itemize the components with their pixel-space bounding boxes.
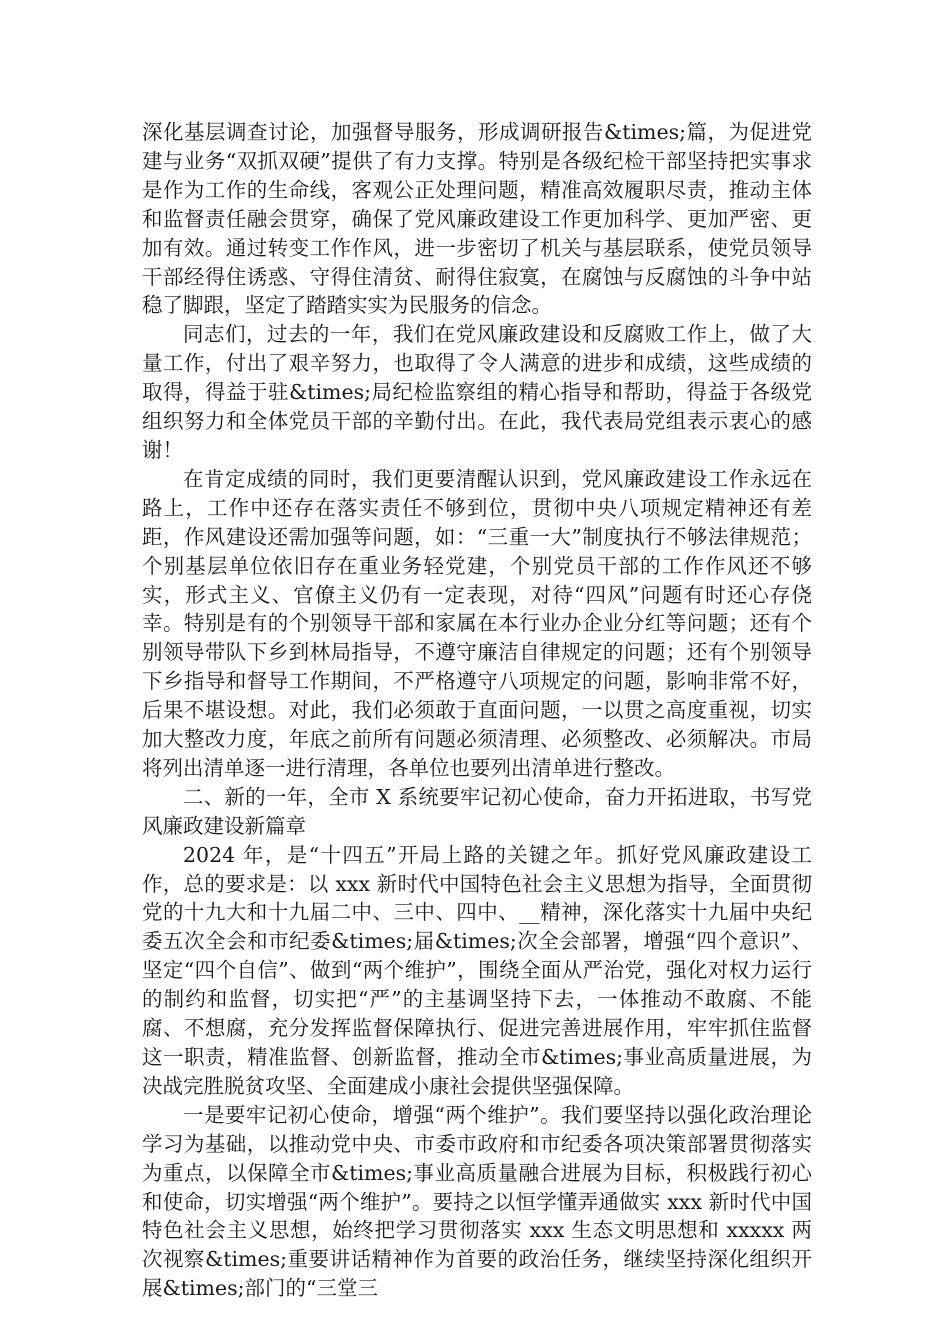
section-heading: 二、新的一年，全市 X 系统要牢记初心使命，奋力开拓进取，书写党风廉政建设新篇章 [142, 784, 812, 838]
paragraph-continuation: 深化基层调查讨论，加强督导服务，形成调研报告&times;篇，为促进党建与业务“双抓双硬”提供了有力支撑。特别是各级纪检干部坚持把实事求是作为工作的生命线，客观公正处理问题，精准高效履职尽责，推动主体和监督责任融会贯穿，确保了党风廉政建设工作更加科学、更加严密、更加有效。通过转变工作作风，进一步密切了机关与基层联系，使党员领导干部经得住诱惑、守得住清贫、耐得住寂寞，在腐蚀与反腐蚀的斗争中站稳了脚跟，坚定了踏踏实实为民服务的信念。 [142, 120, 812, 318]
paragraph-requirements: 2024 年，是“十四五”开局上路的关键之年。抓好党风廉政建设工作，总的要求是：以 xxx 新时代中国特色社会主义思想为指导，全面贯彻党的十九大和十九届二中、三中、四中、__精神，深化落实十九届中央纪委五次全会和市纪委&times;届&times;次全会部署，增强“四个意识”、坚定“四个自信”、做到“两个维护”，围绕全面从严治党，强化对权力运行的制约和监督，切实把“严”的主基调坚持下去，一体推动不敢腐、不能腐、不想腐，充分发挥监督保障执行、促进完善进展作用，牢牢抓住监督这一职责，精准监督、创新监督，推动全市&times;事业高质量进展，为决战完胜脱贫攻坚、全面建成小康社会提供坚强保障。 [142, 842, 812, 1098]
paragraph-point-one: 一是要牢记初心使命，增强“两个维护”。我们要坚持以强化政治理论学习为基础，以推动党中央、市委市政府和市纪委各项决策部署贯彻落实为重点，以保障全市&times;事业高质量融合进展为目标，积极践行初心和使命，切实增强“两个维护”。要持之以恒学懂弄通做实 xxx 新时代中国特色社会主义思想，始终把学习贯彻落实 xxx 生态文明思想和 xxxxx 两次视察&times;重要讲话精神作为首要的政治任务，继续坚持深化组织开展&times;部门的“三堂三 [142, 1102, 812, 1301]
document-body [142, 118, 812, 1303]
paragraph-thanks: 同志们，过去的一年，我们在党风廉政建设和反腐败工作上，做了大量工作，付出了艰辛努力，也取得了令人满意的进步和成绩，这些成绩的取得，得益于驻&times;局纪检监察组的精心指导和帮助，得益于各级党组织努力和全体党员干部的辛勤付出。在此，我代表局党组表示衷心的感谢！ [142, 322, 812, 462]
paragraph-problems: 在肯定成绩的同时，我们更要清醒认识到，党风廉政建设工作永远在路上，工作中还存在落实责任不够到位，贯彻中央八项规定精神还有差距，作风建设还需加强等问题，如：“三重一大”制度执行不够法律规范；个别基层单位依旧存在重业务轻党建，个别党员干部的工作作风还不够实，形式主义、官僚主义仍有一定表现，对待“四风”问题有时还心存侥幸。特别是有的个别领导干部和家属在本行业办企业分红等问题；还有个别领导带队下乡到林局指导，不遵守廉洁自律规定的问题；还有个别领导下乡指导和督导工作期间，不严格遵守八项规定的问题，影响非常不好，后果不堪设想。对此，我们必须敢于直面问题，一以贯之高度重视，切实加大整改力度，年底之前所有问题必须清理、必须整改、必须解决。市局将列出清单逐一进行清理，各单位也要列出清单进行整改。 [142, 466, 812, 780]
